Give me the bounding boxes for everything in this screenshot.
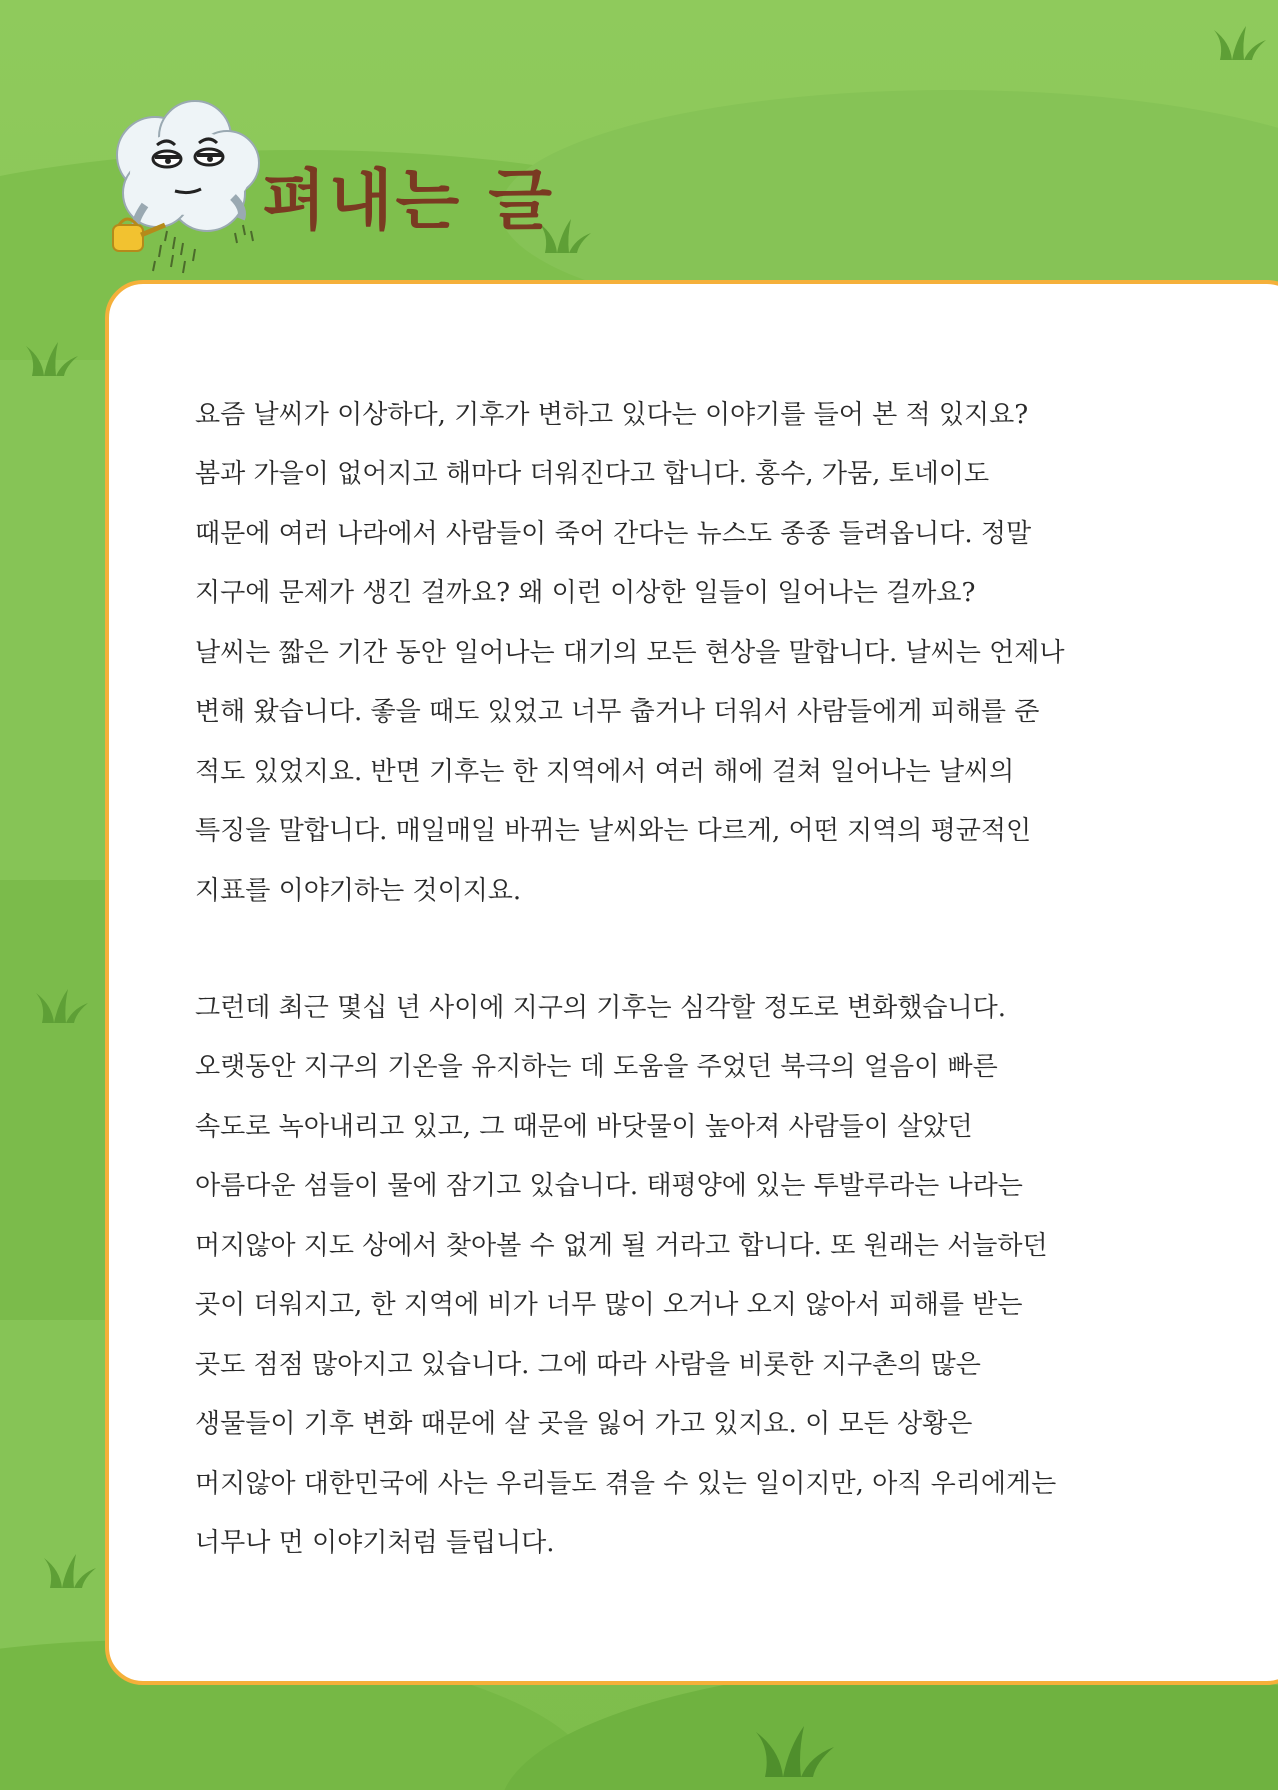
text-line: 머지않아 지도 상에서 찾아볼 수 없게 될 거라고 합니다. 또 원래는 서늘하던 bbox=[195, 1231, 1048, 1261]
text-line: 생물들이 기후 변화 때문에 살 곳을 잃어 가고 있지요. 이 모든 상황은 bbox=[195, 1409, 973, 1439]
text-line: 너무나 먼 이야기처럼 들립니다. bbox=[195, 1528, 555, 1558]
text-line: 변해 왔습니다. 좋을 때도 있었고 너무 춥거나 더워서 사람들에게 피해를 준 bbox=[195, 697, 1040, 727]
text-line: 지표를 이야기하는 것이지요. bbox=[195, 876, 522, 906]
text-line: 그런데 최근 몇십 년 사이에 지구의 기후는 심각할 정도로 변화했습니다. bbox=[195, 993, 1007, 1023]
grass-icon bbox=[22, 338, 82, 378]
grass-icon bbox=[740, 1720, 850, 1780]
text-line: 지구에 문제가 생긴 걸까요? 왜 이런 이상한 일들이 일어나는 걸까요? bbox=[195, 578, 976, 608]
text-line: 오랫동안 지구의 기온을 유지하는 데 도움을 주었던 북극의 얼음이 빠른 bbox=[195, 1052, 998, 1082]
text-line: 적도 있었지요. 반면 기후는 한 지역에서 여러 해에 걸쳐 일어나는 날씨의 bbox=[195, 757, 1015, 787]
grass-icon bbox=[32, 985, 92, 1025]
background-band bbox=[0, 880, 110, 1320]
text-line: 때문에 여러 나라에서 사람들이 죽어 간다는 뉴스도 종종 들려옵니다. 정말 bbox=[195, 519, 1032, 549]
text-line: 머지않아 대한민국에 사는 우리들도 겪을 수 있는 일이지만, 아직 우리에게는 bbox=[195, 1469, 1057, 1499]
text-line: 특징을 말합니다. 매일매일 바뀌는 날씨와는 다르게, 어떤 지역의 평균적인 bbox=[195, 816, 1032, 846]
background-band bbox=[0, 360, 110, 880]
page-title: 펴내는 글 bbox=[262, 162, 556, 239]
background-band bbox=[0, 1320, 110, 1680]
cloud-mascot-icon bbox=[95, 85, 265, 285]
text-line: 곳도 점점 많아지고 있습니다. 그에 따라 사람을 비롯한 지구촌의 많은 bbox=[195, 1350, 981, 1380]
text-line: 봄과 가을이 없어지고 해마다 더워진다고 합니다. 홍수, 가뭄, 토네이도 bbox=[195, 459, 990, 489]
text-line: 요즘 날씨가 이상하다, 기후가 변하고 있다는 이야기를 들어 본 적 있지요? bbox=[195, 400, 1029, 430]
text-line: 날씨는 짧은 기간 동안 일어나는 대기의 모든 현상을 말합니다. 날씨는 언제나 bbox=[195, 638, 1065, 668]
grass-icon bbox=[40, 1550, 100, 1590]
text-line: 아름다운 섬들이 물에 잠기고 있습니다. 태평양에 있는 투발루라는 나라는 bbox=[195, 1171, 1023, 1201]
grass-icon bbox=[1210, 22, 1270, 62]
text-line: 곳이 더워지고, 한 지역에 비가 너무 많이 오거나 오지 않아서 피해를 받는 bbox=[195, 1290, 1023, 1320]
text-line: 속도로 녹아내리고 있고, 그 때문에 바닷물이 높아져 사람들이 살았던 bbox=[195, 1112, 973, 1142]
